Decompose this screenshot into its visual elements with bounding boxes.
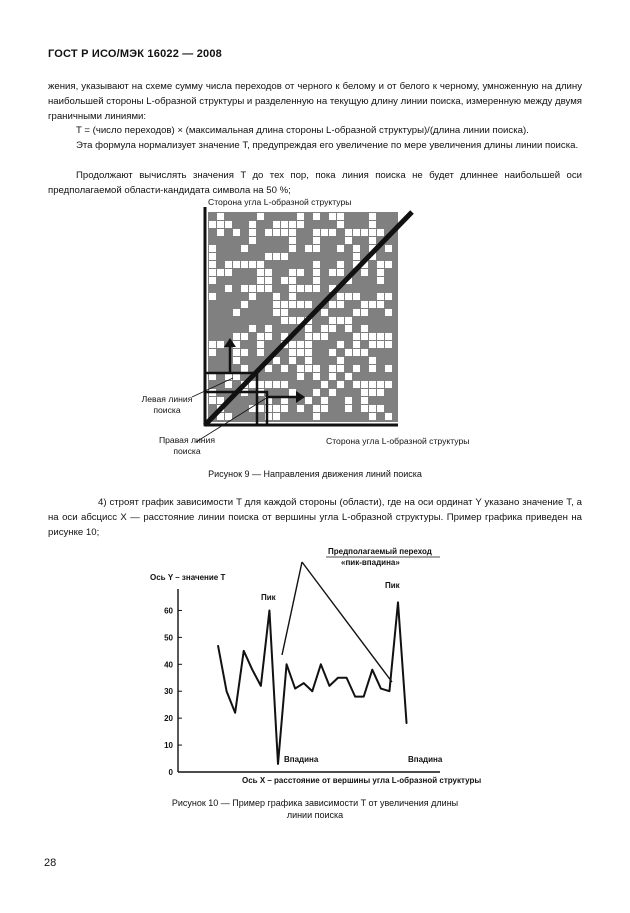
annotation-pointer-left xyxy=(282,562,302,655)
y-tick-label: 20 xyxy=(164,714,173,724)
document-header: ГОСТ Р ИСО/МЭК 16022 — 2008 xyxy=(48,48,223,60)
y-tick-label: 50 xyxy=(164,633,173,643)
data-point xyxy=(217,645,218,646)
data-point xyxy=(380,688,381,689)
fig10-caption-line1: Рисунок 10 — Пример графика зависимости T от увеличения длины xyxy=(171,798,459,808)
data-point xyxy=(226,691,227,692)
data-point xyxy=(337,677,338,678)
fig9-left-search-label: Левая линия поиска xyxy=(141,394,193,415)
peak-label-2: Пик xyxy=(385,581,400,590)
formula: T = (число переходов) × (максимальная длина стороны L-образной структуры)/(длина линии поиска). xyxy=(76,125,529,136)
data-point xyxy=(269,610,270,611)
data-point xyxy=(286,664,287,665)
peak-label-1: Пик xyxy=(261,593,276,602)
data-point xyxy=(363,696,364,697)
fig9-caption: Рисунок 9 — Направления движения линий поиска xyxy=(208,469,422,479)
y-tick-label: 60 xyxy=(164,606,173,616)
data-point xyxy=(252,669,253,670)
fig9-label-top: Сторона угла L-образной структуры xyxy=(208,197,352,207)
data-point xyxy=(346,677,347,678)
fig9-right-search-label: Правая линия поиска xyxy=(158,435,216,456)
y-tick-label: 0 xyxy=(168,768,173,777)
series-line-T xyxy=(218,602,407,764)
paragraph-3: Продолжают вычислять значения T до тех пор, пока линия поиска не будет длиннее наибольшей оси предполагаемой области-кандидата символа на 50 %; xyxy=(48,170,582,196)
data-point xyxy=(235,712,236,713)
data-point xyxy=(312,691,313,692)
paragraph-4: 4) строят график зависимости T для каждой стороны (области), где на оси ординат Y указано значение T, а на оси абсцисс X — расстояние линии поиска от вершины угла L-образной структуры. Пример графика приведен на рисунке 10; xyxy=(48,497,582,538)
valley-label-1: Впадина xyxy=(284,755,319,764)
data-point xyxy=(320,664,321,665)
fig10-caption-line2: линии поиска xyxy=(286,810,344,820)
data-point xyxy=(355,696,356,697)
y-axis-label: Ось Y – значение T xyxy=(150,573,226,582)
paragraph-2: Эта формула нормализует значение T, предупреждая его увеличение по мере увеличения длины линии поиска. xyxy=(76,140,579,151)
data-point xyxy=(295,688,296,689)
data-point xyxy=(329,685,330,686)
annotation-peak-valley: «пик-впадина» xyxy=(341,558,400,567)
data-point xyxy=(406,723,407,724)
y-tick-label: 40 xyxy=(164,660,173,670)
data-point xyxy=(277,763,278,764)
data-point xyxy=(260,685,261,686)
data-point xyxy=(372,669,373,670)
y-tick-label: 10 xyxy=(164,741,173,751)
y-tick-label: 30 xyxy=(164,687,173,697)
annotation-pointer-right xyxy=(302,562,392,682)
annotation-transition: Предполагаемый переход xyxy=(328,547,432,556)
x-axis-label: Ось X – расстояние от вершины угла L-образной структуры xyxy=(242,776,482,785)
data-point xyxy=(303,683,304,684)
page-number: 28 xyxy=(44,857,57,869)
data-point xyxy=(397,602,398,603)
data-point xyxy=(389,691,390,692)
data-point xyxy=(243,650,244,651)
fig9-label-right: Сторона угла L-образной структуры xyxy=(326,436,470,446)
paragraph-1: жения, указывают на схеме сумму числа переходов от черного к белому и от белого к черному, умноженную на длину наибольшей стороны L-образной структуры и разделенную на текущую длину линии поиска, измеренную между двумя граничными линиями: xyxy=(48,81,582,122)
valley-label-2: Впадина xyxy=(408,755,443,764)
